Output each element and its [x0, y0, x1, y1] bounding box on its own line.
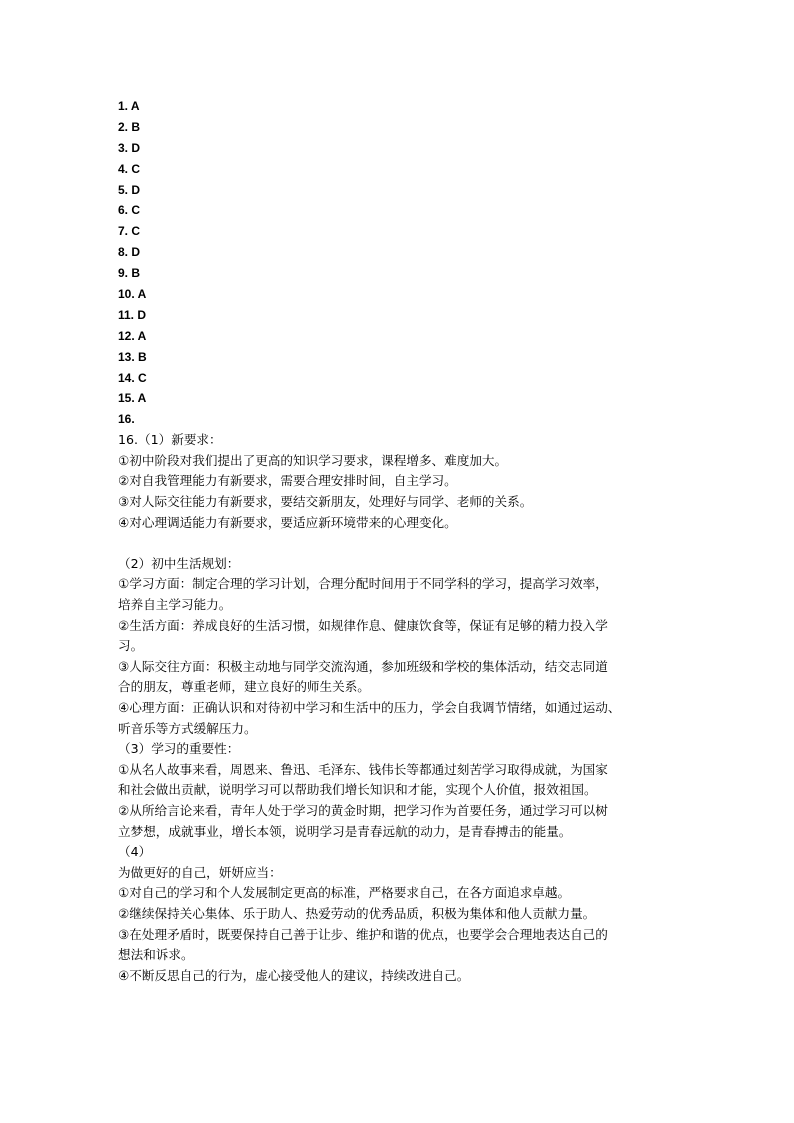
section-heading: （2）初中生活规划： — [118, 555, 240, 571]
text-line: 培养自主学习能力。 — [118, 597, 232, 612]
text-line: 和社会做出贡献，说明学习可以帮助我们增长知识和才能，实现个人价值，报效祖国。 — [118, 782, 597, 798]
answer-item: 3. D — [118, 140, 141, 155]
answer-item: 2. B — [118, 119, 141, 134]
answer-item: 4. C — [118, 161, 141, 176]
answer-item: 16. — [118, 412, 135, 427]
text-line: ④心理方面：正确认识和对待初中学习和生活中的压力，学会自我调节情绪，如通过运动、 — [118, 699, 621, 715]
text-line: ①对自己的学习和个人发展制定更高的标准，严格要求自己，在各方面追求卓越。 — [118, 885, 571, 901]
section-heading: 16.（1）新要求： — [118, 432, 222, 448]
answer-item: 1. A — [118, 99, 140, 113]
text-line: ③人际交往方面：积极主动地与同学交流沟通，参加班级和学校的集体活动，结交志同道 — [118, 658, 608, 674]
answer-item: 14. C — [118, 370, 147, 385]
answer-item: 13. B — [118, 349, 147, 364]
text-line: 合的朋友，尊重老师，建立良好的师生关系。 — [118, 679, 370, 695]
text-line: ④不断反思自己的行为，虚心接受他人的建议，持续改进自己。 — [118, 967, 470, 983]
text-line: 想法和诉求。 — [118, 947, 194, 963]
answer-item: 7. C — [118, 224, 141, 239]
text-line: 听音乐等方式缓解压力。 — [118, 720, 257, 736]
answer-item: 9. B — [118, 266, 141, 281]
text-line: ②继续保持关心集体、乐于助人、热爱劳动的优秀品质，积极为集体和他人贡献力量。 — [118, 905, 596, 921]
blank-line — [118, 533, 688, 554]
answer-item: 12. A — [118, 328, 147, 343]
answer-item: 11. D — [118, 307, 147, 322]
answer-item: 15. A — [118, 391, 147, 406]
text-line: ②对自我管理能力有新要求，需要合理安排时间，自主学习。 — [118, 473, 457, 489]
text-line: ①学习方面：制定合理的学习计划，合理分配时间用于不同学科的学习，提高学习效率， — [118, 576, 608, 592]
text-line: 立梦想，成就事业，增长本领，说明学习是青春远航的动力，是青春搏击的能量。 — [118, 823, 572, 839]
answer-item: 8. D — [118, 245, 141, 260]
text-line: ②生活方面：养成良好的生活习惯，如规律作息、健康饮食等，保证有足够的精力投入学 — [118, 617, 608, 633]
text-line: ②从所给言论来看，青年人处于学习的黄金时期，把学习作为首要任务，通过学习可以树 — [118, 802, 608, 818]
answer-item: 6. C — [118, 203, 141, 218]
text-line: ①从名人故事来看，周恩来、鲁迅、毛泽东、钱伟长等都通过刻苦学习取得成就，为国家 — [118, 761, 608, 777]
text-line: ③对人际交往能力有新要求，要结交新朋友，处理好与同学、老师的关系。 — [118, 494, 533, 510]
answer-item: 10. A — [118, 287, 147, 302]
section-heading: （3）学习的重要性： — [118, 741, 240, 757]
text-line: ③在处理矛盾时，既要保持自己善于让步、维护和谐的优点，也要学会合理地表达自己的 — [118, 926, 608, 942]
text-line: ④对心理调适能力有新要求，要适应新环境带来的心理变化。 — [118, 514, 457, 530]
answer-key-list — [118, 96, 688, 430]
text-line: 习。 — [118, 638, 144, 654]
document-page — [118, 96, 688, 986]
text-line: ①初中阶段对我们提出了更高的知识学习要求，课程增多、难度加大。 — [118, 452, 508, 468]
answer-item: 5. D — [118, 182, 141, 197]
text-line: 为做更好的自己，妍妍应当： — [118, 864, 282, 880]
section-heading: （4） — [118, 844, 152, 860]
answer-16-text — [118, 430, 688, 986]
